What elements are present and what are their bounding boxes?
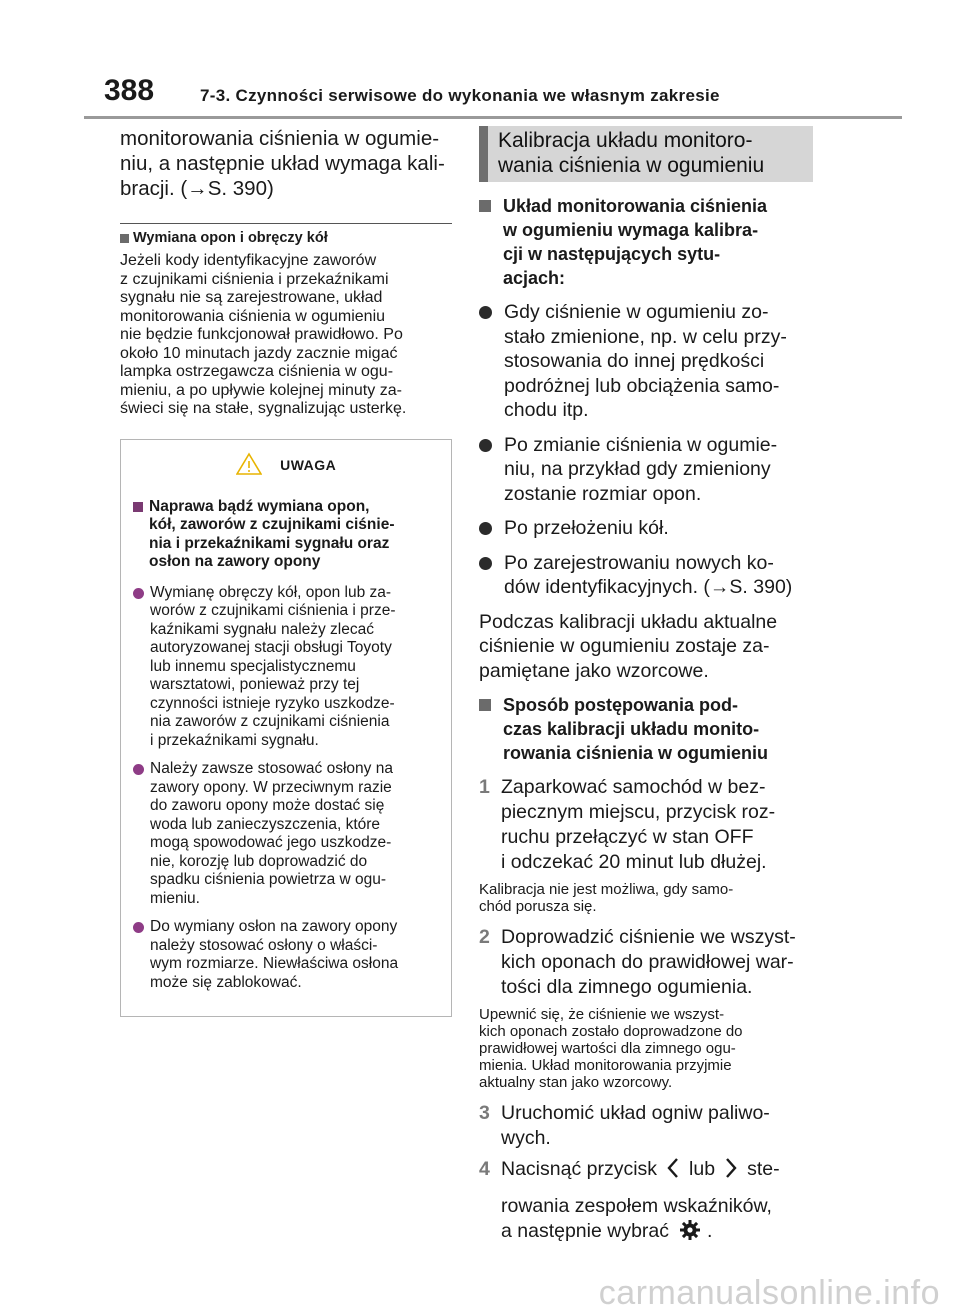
calibration-procedure-heading bbox=[479, 693, 813, 765]
text-line: worów z czujnikami ciśnienia i prze- bbox=[150, 602, 396, 619]
warning-bullet bbox=[133, 584, 439, 751]
text-line: stało zmienione, np. w celu przy- bbox=[504, 325, 787, 348]
text-line: z czujnikami ciśnienia i przekaźnikami bbox=[120, 270, 389, 288]
text-line: Doprowadzić ciśnienie we wszyst- bbox=[501, 926, 796, 948]
text-line: może się zablokować. bbox=[150, 973, 302, 991]
bullet-dot-icon bbox=[133, 922, 144, 933]
text-line: nie będzie funkcjonował prawidłowo. Po bbox=[120, 326, 403, 343]
tire-change-heading bbox=[120, 230, 452, 246]
page-number: 388 bbox=[104, 74, 155, 107]
text-line: Po przełożeniu kół. bbox=[504, 517, 669, 539]
warning-heading bbox=[133, 498, 439, 572]
calibration-heading bbox=[479, 126, 813, 182]
text-line: zostanie rozmiar opon. bbox=[504, 482, 702, 505]
text-line: świeci się na stałe, sygnalizując usterkę. bbox=[120, 400, 407, 417]
calibration-case bbox=[479, 300, 813, 423]
text-line: woda lub zanieczyszczenia, które bbox=[150, 815, 381, 833]
text-line bbox=[501, 1157, 780, 1186]
text-line: warsztatowi, ponieważ przy tej bbox=[150, 676, 360, 693]
text-line: sygnału nie są zarejestrowane, układ bbox=[120, 289, 383, 306]
intro-line: niu, a następnie układ wymaga kali- bbox=[120, 152, 445, 175]
text-line: nia i przekaźnikami sygnału oraz bbox=[149, 534, 390, 552]
step-1 bbox=[479, 775, 813, 875]
square-bullet-icon bbox=[133, 502, 143, 512]
warning-triangle-icon bbox=[236, 452, 262, 476]
text-line: tości dla zimnego ogumienia. bbox=[501, 976, 753, 998]
text-line: kich oponach do prawidłowej war- bbox=[501, 951, 794, 973]
text-line: i przekaźnikami sygnału. bbox=[150, 731, 319, 749]
gear-icon bbox=[679, 1219, 701, 1248]
text-line: zawory opony. W przeciwnym razie bbox=[150, 778, 392, 796]
bullet-dot-icon bbox=[133, 588, 144, 599]
square-bullet-icon bbox=[479, 200, 491, 212]
text-line: niu, na przykład gdy zmieniony bbox=[504, 458, 771, 480]
text-line: kaźnikami sygnału należy zlecać bbox=[150, 620, 374, 638]
text-line: należy stosować osłony o właści- bbox=[150, 936, 378, 954]
text-line: mogą spowodować jego uszkodze- bbox=[150, 834, 392, 851]
text-line: kół, zaworów z czujnikami ciśnie- bbox=[149, 516, 395, 533]
calibration-case bbox=[479, 433, 813, 507]
text-line: Gdy ciśnienie w ogumieniu zo- bbox=[504, 301, 769, 323]
step-2-note bbox=[479, 1006, 813, 1091]
warning-title: UWAGA bbox=[280, 456, 337, 473]
step-number: 4 bbox=[479, 1158, 490, 1180]
text-line: Wymianę obręczy kół, opon lub za- bbox=[150, 583, 392, 601]
text-line: mienia. Układ monitorowania przyjmie bbox=[479, 1057, 732, 1074]
text-line: osłon na zawory opony bbox=[149, 553, 321, 570]
text-line: stosowania do innej prędkości bbox=[504, 350, 765, 372]
step-4-text: a następnie wybrać bbox=[501, 1220, 670, 1242]
calibration-case bbox=[479, 551, 813, 600]
tire-change-heading-text: Wymiana opon i obręczy kół bbox=[133, 230, 328, 246]
text-line: czas kalibracji układu monito- bbox=[503, 719, 760, 739]
text-line: pamiętane jako wzorcowe. bbox=[479, 659, 709, 682]
text-line: prawidłowej wartości dla zimnego ogu- bbox=[479, 1040, 736, 1057]
text-line: Układ monitorowania ciśnienia bbox=[503, 196, 768, 216]
text-line: nia zaworów z czujnikami ciśnienia bbox=[150, 713, 390, 730]
text-line: wych. bbox=[501, 1127, 551, 1149]
square-bullet-icon bbox=[479, 699, 491, 711]
text-line: Po zarejestrowaniu nowych ko- bbox=[504, 551, 774, 574]
header-divider bbox=[84, 116, 902, 119]
text-line: podróżnej lub obciążenia samo- bbox=[504, 374, 780, 397]
left-column bbox=[120, 126, 452, 1017]
step-4 bbox=[479, 1157, 813, 1248]
step-number: 3 bbox=[479, 1102, 490, 1124]
text-line: Do wymiany osłon na zawory opony bbox=[150, 918, 398, 935]
text-line: czynności istnieje ryzyko uszkodze- bbox=[150, 694, 395, 712]
section-divider bbox=[120, 223, 452, 224]
text-line: Po zmianie ciśnienia w ogumie- bbox=[504, 433, 778, 456]
step-1-note bbox=[479, 881, 813, 915]
chevron-right-icon bbox=[725, 1157, 737, 1186]
text-line: Kalibracja układu monitoro- bbox=[498, 129, 753, 152]
calibration-required-heading bbox=[479, 194, 813, 290]
square-bullet-icon bbox=[120, 234, 129, 243]
calibration-case bbox=[479, 516, 813, 541]
watermark: carmanualsonline.info bbox=[598, 1274, 940, 1312]
text-line: Uruchomić układ ogniw paliwo- bbox=[501, 1102, 770, 1124]
bullet-dot-icon bbox=[479, 306, 492, 319]
section-title: 7-3. Czynności serwisowe do wykonania we własnym zakresie bbox=[200, 86, 720, 105]
bullet-dot-icon bbox=[133, 764, 144, 775]
text-line: wania ciśnienia w ogumieniu bbox=[498, 154, 765, 177]
text-line: Należy zawsze stosować osłony na bbox=[150, 760, 393, 777]
text-line: i odczekać 20 minut lub dłużej. bbox=[501, 851, 767, 873]
text-line: aktualny stan jako wzorcowy. bbox=[479, 1074, 673, 1091]
text-line: wym rozmiarze. Niewłaściwa osłona bbox=[150, 955, 399, 972]
tire-change-paragraph bbox=[120, 252, 452, 419]
text-line bbox=[501, 1219, 780, 1248]
calibration-paragraph bbox=[479, 610, 813, 684]
text-line: w ogumieniu wymaga kalibra- bbox=[503, 220, 759, 240]
step-4-text: lub bbox=[689, 1158, 716, 1180]
text-line: spadku ciśnienia powietrza w ogu- bbox=[150, 871, 387, 888]
text-line: monitorowania ciśnienia w ogumieniu bbox=[120, 307, 386, 325]
text-line: nie, korozję lub doprowadzić do bbox=[150, 852, 368, 870]
text-line: Zaparkować samochód w bez- bbox=[501, 776, 766, 798]
warning-header bbox=[133, 452, 439, 476]
text-line: kich oponach zostało doprowadzone do bbox=[479, 1023, 743, 1040]
text-line: lub innemu specjalistycznemu bbox=[150, 657, 356, 675]
bullet-dot-icon bbox=[479, 439, 492, 452]
text-line: autoryzowanej stacji obsługi Toyoty bbox=[150, 639, 392, 656]
text-line: ciśnienie w ogumieniu zostaje za- bbox=[479, 635, 770, 657]
text-line: Upewnić się, że ciśnienie we wszyst- bbox=[479, 1006, 725, 1023]
step-number: 1 bbox=[479, 776, 490, 798]
step-4-text: . bbox=[707, 1220, 713, 1242]
intro-paragraph bbox=[120, 126, 452, 201]
text-line: Naprawa bądź wymiana opon, bbox=[149, 497, 370, 515]
text-line: chodu itp. bbox=[504, 399, 589, 421]
text-line: do zaworu opony może dostać się bbox=[150, 797, 385, 814]
text-line: Sposób postępowania pod- bbox=[503, 695, 738, 715]
bullet-dot-icon bbox=[479, 557, 492, 570]
text-line: Kalibracja nie jest możliwa, gdy samo- bbox=[479, 881, 734, 898]
text-line: cji w następujących sytu- bbox=[503, 244, 721, 264]
text-line: rowania ciśnienia w ogumieniu bbox=[503, 743, 769, 763]
text-line: ruchu przełączyć w stan OFF bbox=[501, 826, 754, 848]
text-line: acjach: bbox=[503, 268, 566, 288]
text-line: Jeżeli kody identyfikacyjne zaworów bbox=[120, 252, 377, 269]
bullet-dot-icon bbox=[479, 522, 492, 535]
text-line: mieniu. bbox=[150, 889, 200, 907]
text-line: piecznym miejscu, przycisk roz- bbox=[501, 801, 776, 823]
text-line: Podczas kalibracji układu aktualne bbox=[479, 610, 778, 633]
step-4-text: ste- bbox=[747, 1158, 780, 1180]
text-line: mieniu, a po upływie kolejnej minuty za- bbox=[120, 381, 402, 399]
text-line: około 10 minutach jazdy zacznie migać bbox=[120, 344, 398, 362]
step-2 bbox=[479, 925, 813, 1000]
text-line: chód porusza się. bbox=[479, 898, 597, 915]
chevron-left-icon bbox=[667, 1157, 679, 1186]
warning-bullet bbox=[133, 918, 439, 992]
text-line: lampka ostrzegawcza ciśnienia w ogu- bbox=[120, 363, 394, 380]
step-4-text: Nacisnąć przycisk bbox=[501, 1158, 658, 1180]
step-number: 2 bbox=[479, 926, 490, 948]
text-line: dów identyfikacyjnych. (→S. 390) bbox=[504, 576, 793, 598]
step-3 bbox=[479, 1101, 813, 1151]
intro-line: monitorowania ciśnienia w ogumie- bbox=[120, 127, 440, 150]
warning-bullet bbox=[133, 760, 439, 908]
right-column bbox=[479, 126, 813, 1254]
text-line: rowania zespołem wskaźników, bbox=[501, 1195, 772, 1217]
warning-box bbox=[120, 439, 452, 1018]
intro-line: bracji. (→S. 390) bbox=[120, 177, 274, 200]
